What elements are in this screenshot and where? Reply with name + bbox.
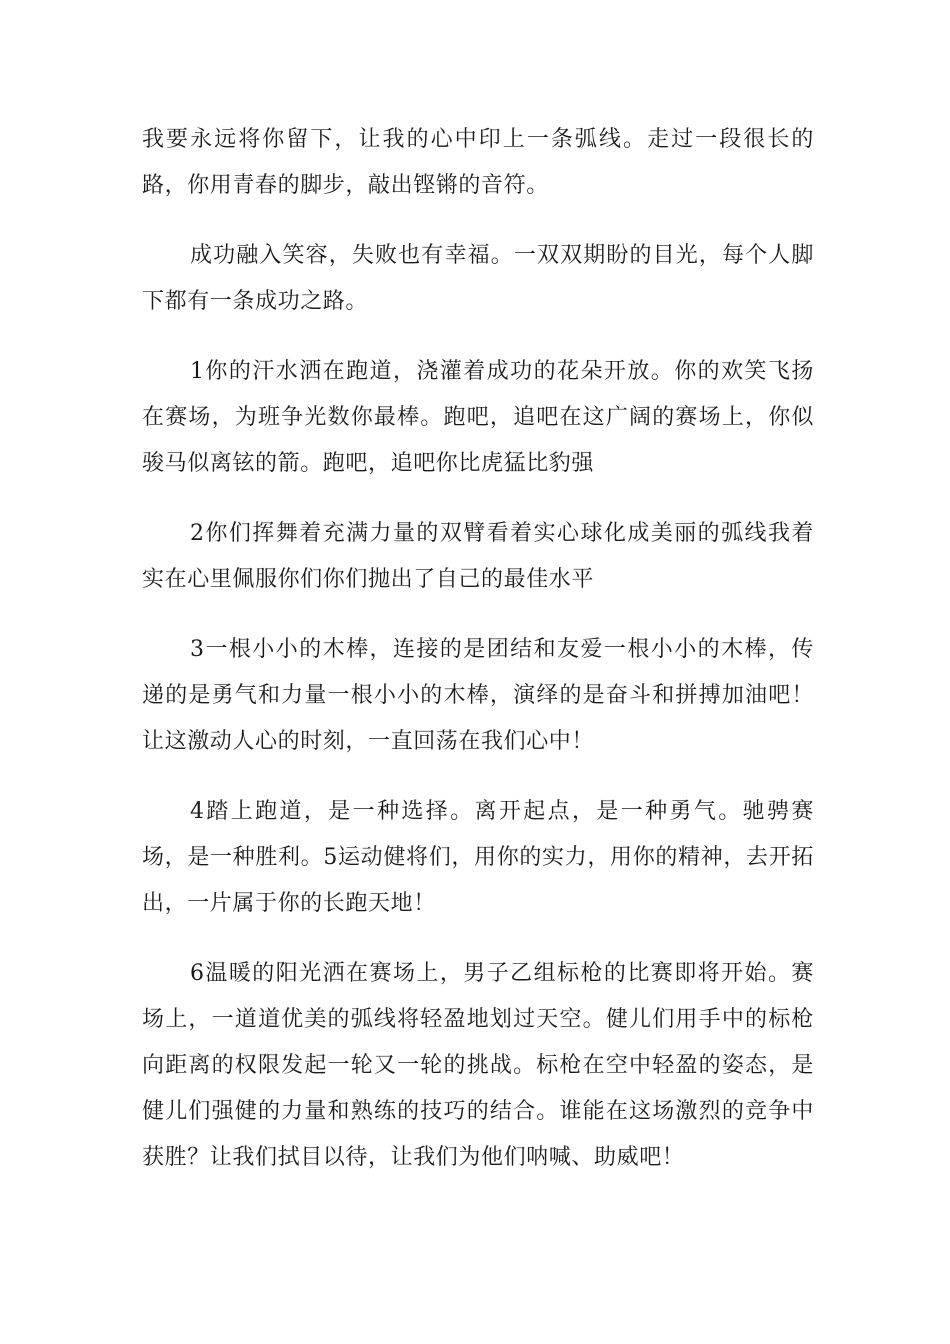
paragraph-5: 3一根小小的木棒，连接的是团结和友爱一根小小的木棒，传递的是勇气和力量一根小小的木棒，演绎的是奋斗和拼搏加油吧！让这激动人心的时刻，一直回荡在我们心中！: [142, 637, 814, 754]
paragraph-6: 4踏上跑道，是一种选择。离开起点，是一种勇气。驰骋赛场，是一种胜利。5运动健将们，用你的实力，用你的精神，去开拓出，一片属于你的长跑天地！: [142, 799, 814, 916]
paragraph-3: 1你的汗水洒在跑道，浇灌着成功的花朵开放。你的欢笑飞扬在赛场，为班争光数你最棒。跑吧，追吧在这广阔的赛场上，你似骏马似离铉的箭。跑吧，追吧你比虎猛比豹强: [142, 359, 814, 476]
paragraph-2: 成功融入笑容，失败也有幸福。一双双期盼的目光，每个人脚下都有一条成功之路。: [142, 243, 814, 314]
document-body: [142, 117, 814, 1205]
paragraph-7: 6温暖的阳光洒在赛场上，男子乙组标枪的比赛即将开始。赛场上，一道道优美的弧线将轻盈地划过天空。健儿们用手中的标枪向距离的权限发起一轮又一轮的挑战。标枪在空中轻盈的姿态，是健儿们强健的力量和熟练的技巧的结合。谁能在这场激烈的竞争中获胜？让我们拭目以待，让我们为他们呐喊、助威吧！: [142, 961, 814, 1170]
paragraph-1: 我要永远将你留下，让我的心中印上一条弧线。走过一段很长的路，你用青春的脚步，敲出铿锵的音符。: [142, 127, 814, 198]
paragraph-4: 2你们挥舞着充满力量的双臂看着实心球化成美丽的弧线我着实在心里佩服你们你们抛出了自己的最佳水平: [142, 521, 814, 592]
